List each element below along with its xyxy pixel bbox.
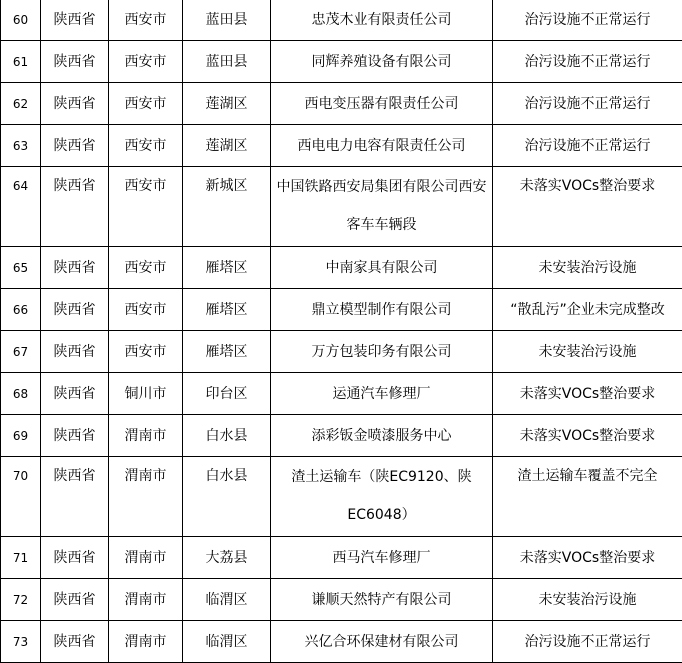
company-cell: 渣土运输车（陕EC9120、陕EC6048） [271, 457, 493, 537]
city-cell: 西安市 [109, 247, 183, 289]
issue-cell: 未安装治污设施 [493, 579, 682, 621]
company-cell: 鼎立模型制作有限公司 [271, 289, 493, 331]
province-cell: 陕西省 [41, 0, 109, 41]
issue-cell: 未安装治污设施 [493, 331, 682, 373]
company-cell: 万方包装印务有限公司 [271, 331, 493, 373]
company-cell: 中国铁路西安局集团有限公司西安客车车辆段 [271, 167, 493, 247]
company-cell: 西马汽车修理厂 [271, 537, 493, 579]
table-row [1, 373, 682, 415]
issue-cell: 未安装治污设施 [493, 247, 682, 289]
table-row [1, 621, 682, 663]
city-cell: 西安市 [109, 125, 183, 167]
table-body [1, 0, 682, 663]
city-cell: 渭南市 [109, 457, 183, 537]
table-row [1, 41, 682, 83]
county-cell: 新城区 [183, 167, 271, 247]
table-row [1, 83, 682, 125]
city-cell: 渭南市 [109, 579, 183, 621]
row-number-cell: 64 [1, 167, 41, 247]
province-cell: 陕西省 [41, 247, 109, 289]
issue-cell: 未落实VOCs整治要求 [493, 373, 682, 415]
city-cell: 西安市 [109, 331, 183, 373]
issue-cell: 治污设施不正常运行 [493, 83, 682, 125]
issue-cell: “散乱污”企业未完成整改 [493, 289, 682, 331]
county-cell: 蓝田县 [183, 41, 271, 83]
table-row [1, 579, 682, 621]
issue-cell: 治污设施不正常运行 [493, 0, 682, 41]
row-number-cell: 67 [1, 331, 41, 373]
city-cell: 渭南市 [109, 537, 183, 579]
county-cell: 雁塔区 [183, 247, 271, 289]
city-cell: 渭南市 [109, 415, 183, 457]
row-number-cell: 72 [1, 579, 41, 621]
company-cell: 中南家具有限公司 [271, 247, 493, 289]
province-cell: 陕西省 [41, 537, 109, 579]
issue-cell: 治污设施不正常运行 [493, 41, 682, 83]
province-cell: 陕西省 [41, 41, 109, 83]
row-number-cell: 68 [1, 373, 41, 415]
city-cell: 渭南市 [109, 621, 183, 663]
issue-cell: 治污设施不正常运行 [493, 621, 682, 663]
table-row [1, 331, 682, 373]
county-cell: 蓝田县 [183, 0, 271, 41]
county-cell: 临渭区 [183, 621, 271, 663]
city-cell: 铜川市 [109, 373, 183, 415]
row-number-cell: 69 [1, 415, 41, 457]
table-row [1, 415, 682, 457]
table-row [1, 289, 682, 331]
county-cell: 雁塔区 [183, 289, 271, 331]
province-cell: 陕西省 [41, 621, 109, 663]
province-cell: 陕西省 [41, 457, 109, 537]
province-cell: 陕西省 [41, 125, 109, 167]
table-row [1, 537, 682, 579]
company-cell: 忠茂木业有限责任公司 [271, 0, 493, 41]
table-row [1, 247, 682, 289]
row-number-cell: 65 [1, 247, 41, 289]
issue-cell: 治污设施不正常运行 [493, 125, 682, 167]
row-number-cell: 61 [1, 41, 41, 83]
company-cell: 运通汽车修理厂 [271, 373, 493, 415]
company-cell: 西电电力电容有限责任公司 [271, 125, 493, 167]
table-row [1, 167, 682, 247]
table-row [1, 457, 682, 537]
row-number-cell: 63 [1, 125, 41, 167]
province-cell: 陕西省 [41, 415, 109, 457]
row-number-cell: 73 [1, 621, 41, 663]
province-cell: 陕西省 [41, 579, 109, 621]
company-cell: 同辉养殖设备有限公司 [271, 41, 493, 83]
county-cell: 白水县 [183, 415, 271, 457]
city-cell: 西安市 [109, 83, 183, 125]
issue-cell: 渣土运输车覆盖不完全 [493, 457, 682, 537]
county-cell: 大荔县 [183, 537, 271, 579]
province-cell: 陕西省 [41, 331, 109, 373]
row-number-cell: 70 [1, 457, 41, 537]
province-cell: 陕西省 [41, 373, 109, 415]
issue-cell: 未落实VOCs整治要求 [493, 537, 682, 579]
province-cell: 陕西省 [41, 289, 109, 331]
city-cell: 西安市 [109, 167, 183, 247]
city-cell: 西安市 [109, 289, 183, 331]
row-number-cell: 62 [1, 83, 41, 125]
province-cell: 陕西省 [41, 83, 109, 125]
company-cell: 添彩钣金喷漆服务中心 [271, 415, 493, 457]
county-cell: 白水县 [183, 457, 271, 537]
city-cell: 西安市 [109, 0, 183, 41]
county-cell: 莲湖区 [183, 83, 271, 125]
company-cell: 谦顺天然特产有限公司 [271, 579, 493, 621]
issue-cell: 未落实VOCs整治要求 [493, 167, 682, 247]
row-number-cell: 60 [1, 0, 41, 41]
table-row [1, 0, 682, 41]
province-cell: 陕西省 [41, 167, 109, 247]
county-cell: 印台区 [183, 373, 271, 415]
row-number-cell: 66 [1, 289, 41, 331]
issue-cell: 未落实VOCs整治要求 [493, 415, 682, 457]
table-row [1, 125, 682, 167]
city-cell: 西安市 [109, 41, 183, 83]
row-number-cell: 71 [1, 537, 41, 579]
county-cell: 莲湖区 [183, 125, 271, 167]
county-cell: 雁塔区 [183, 331, 271, 373]
company-cell: 西电变压器有限责任公司 [271, 83, 493, 125]
company-cell: 兴亿合环保建材有限公司 [271, 621, 493, 663]
county-cell: 临渭区 [183, 579, 271, 621]
